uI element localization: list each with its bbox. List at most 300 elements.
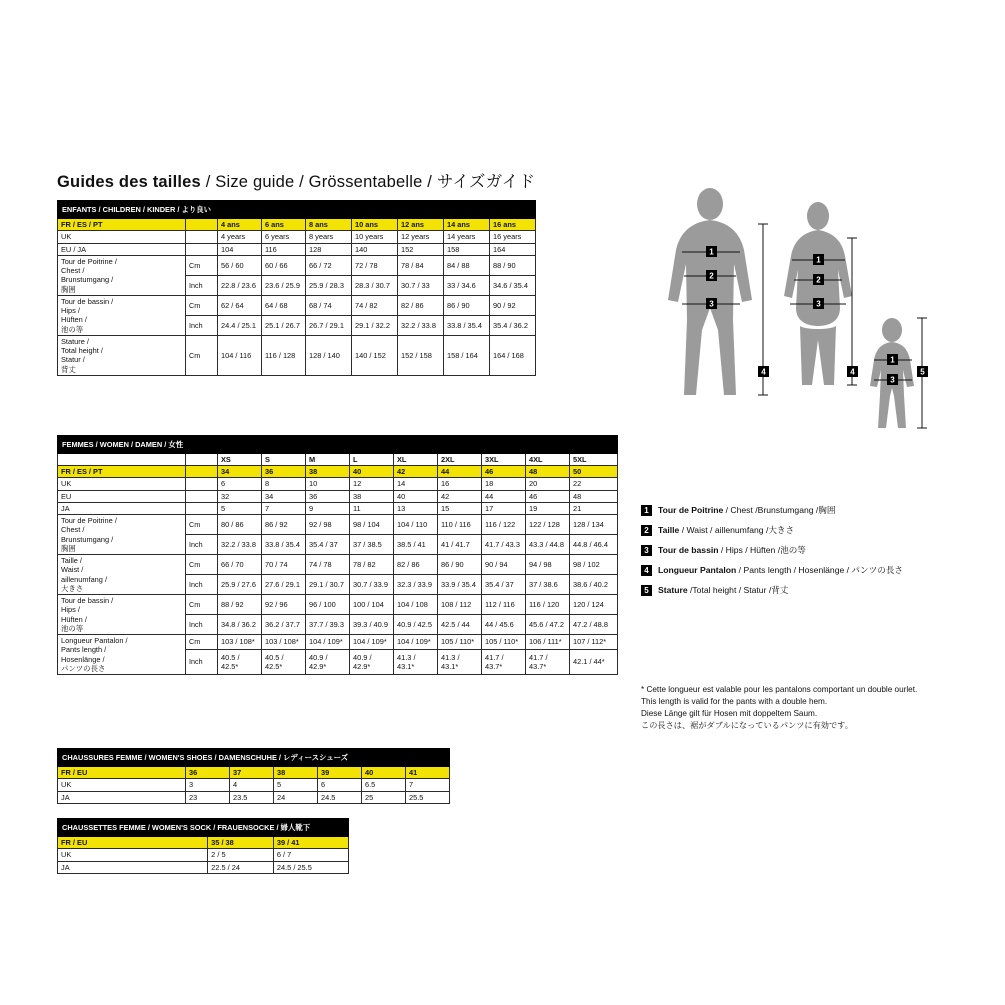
table-cell: 5 — [274, 779, 318, 791]
svg-text:1: 1 — [816, 255, 821, 265]
table-cell: 29.1 / 30.7 — [306, 575, 350, 595]
table-row — [58, 295, 536, 315]
table-cell: 50 — [570, 466, 618, 478]
row-label: UK — [58, 478, 186, 490]
table-cell: 60 / 66 — [262, 255, 306, 275]
row-label: Tour de bassin / Hips / Hüften / 池の等 — [58, 595, 186, 635]
row-unit: Inch — [186, 575, 218, 595]
row-unit: Inch — [186, 535, 218, 555]
table-cell: 4 years — [218, 231, 262, 243]
legend-label: Taille / Waist / aillenumfang /大きさ — [658, 525, 795, 536]
table-row — [58, 243, 536, 255]
male-figure — [668, 188, 752, 395]
table-cell: 37 / 38.5 — [350, 535, 394, 555]
table-cell: 23.6 / 25.9 — [262, 275, 306, 295]
table-cell: 19 — [526, 502, 570, 514]
row-label: Tour de Poitrine / Chest / Brunstumgang / 胸囲 — [58, 255, 186, 295]
row-unit: Cm — [186, 595, 218, 615]
table-cell: 120 / 124 — [570, 595, 618, 615]
table-cell: 42 — [438, 490, 482, 502]
table-cell: 7 — [262, 502, 306, 514]
row-label — [58, 454, 186, 466]
table-cell: 42 — [394, 466, 438, 478]
table-cell: 38 — [306, 466, 350, 478]
table-cell: 34 — [262, 490, 306, 502]
table-cell: 84 / 88 — [444, 255, 490, 275]
table-cell: 66 / 72 — [306, 255, 352, 275]
table-cell: 104 / 110 — [394, 515, 438, 535]
table-cell: 40 — [362, 767, 406, 779]
table-cell: 15 — [438, 502, 482, 514]
table-cell: 39 / 41 — [273, 837, 348, 849]
table-cell: 48 — [526, 466, 570, 478]
table-cell: 152 / 158 — [398, 335, 444, 375]
size-label: XL — [394, 454, 438, 466]
table-row — [58, 335, 536, 375]
legend-number-badge: 1 — [641, 505, 652, 516]
table-cell: 107 / 112* — [570, 635, 618, 650]
table-cell: 43.3 / 44.8 — [526, 535, 570, 555]
table-cell: 23.5 — [230, 791, 274, 803]
table-cell: 46 — [482, 466, 526, 478]
table-cell: 41.3 / 43.1* — [438, 649, 482, 674]
table-cell: 104 / 109* — [394, 635, 438, 650]
table-cell: 6 ans — [262, 219, 306, 231]
table-cell: 40.9 / 42.9* — [306, 649, 350, 674]
table-cell: 20 — [526, 478, 570, 490]
table-cell: 2 / 5 — [208, 849, 274, 861]
size-label: 2XL — [438, 454, 482, 466]
table-cell: 104 / 108 — [394, 595, 438, 615]
table-row — [58, 767, 450, 779]
table-header-row — [58, 201, 536, 219]
table-cell: 33.8 / 35.4 — [444, 315, 490, 335]
table-cell: 122 / 128 — [526, 515, 570, 535]
table-cell: 26.7 / 29.1 — [306, 315, 352, 335]
table-row — [58, 555, 618, 575]
table-cell: 41.7 / 43.7* — [482, 649, 526, 674]
table-cell: 36.2 / 37.7 — [262, 615, 306, 635]
table-cell: 98 / 102 — [570, 555, 618, 575]
table-cell: 24.4 / 25.1 — [218, 315, 262, 335]
table-cell: 24.5 / 25.5 — [273, 861, 348, 873]
table-header-label: FEMMES / WOMEN / DAMEN / 女性 — [58, 436, 618, 454]
row-unit — [186, 219, 218, 231]
table-cell: 78 / 82 — [350, 555, 394, 575]
size-label: L — [350, 454, 394, 466]
svg-text:1: 1 — [890, 355, 895, 365]
size-label: 5XL — [570, 454, 618, 466]
children-size-table — [57, 200, 536, 376]
row-label: Longueur Pantalon / Pants length / Hosenlänge / パンツの長さ — [58, 635, 186, 675]
row-unit — [186, 478, 218, 490]
table-header-label: ENFANTS / CHILDREN / KINDER / より良い — [58, 201, 536, 219]
table-cell: 88 / 90 — [490, 255, 536, 275]
table-cell: 11 — [350, 502, 394, 514]
row-label: JA — [58, 861, 208, 873]
table-cell: 104 / 109* — [306, 635, 350, 650]
table-cell: 45.6 / 47.2 — [526, 615, 570, 635]
svg-text:2: 2 — [816, 275, 821, 285]
table-cell: 4 — [230, 779, 274, 791]
table-cell: 24 — [274, 791, 318, 803]
table-cell: 108 / 112 — [438, 595, 482, 615]
svg-text:4: 4 — [850, 367, 855, 377]
table-cell: 32.3 / 33.9 — [394, 575, 438, 595]
table-cell: 41 — [406, 767, 450, 779]
table-row — [58, 837, 349, 849]
table-cell: 6 / 7 — [273, 849, 348, 861]
row-label: FR / EU — [58, 837, 208, 849]
body-measurement-figures — [640, 180, 970, 520]
row-unit: Cm — [186, 335, 218, 375]
table-cell: 30.7 / 33 — [398, 275, 444, 295]
table-cell: 17 — [482, 502, 526, 514]
table-cell: 82 / 86 — [398, 295, 444, 315]
table-cell: 40.5 / 42.5* — [218, 649, 262, 674]
table-cell: 41.7 / 43.3 — [482, 535, 526, 555]
svg-text:3: 3 — [816, 299, 821, 309]
legend-item — [641, 525, 903, 536]
table-cell: 33.9 / 35.4 — [438, 575, 482, 595]
table-cell: 10 years — [352, 231, 398, 243]
table-cell: 82 / 86 — [394, 555, 438, 575]
table-cell: 39 — [318, 767, 362, 779]
legend-label: Tour de Poitrine / Chest /Brunstumgang /胸囲 — [658, 505, 836, 516]
women-shoes-table — [57, 748, 450, 804]
table-cell: 88 / 92 — [218, 595, 262, 615]
table-cell: 116 — [262, 243, 306, 255]
table-cell: 68 / 74 — [306, 295, 352, 315]
table-cell: 96 / 100 — [306, 595, 350, 615]
table-header-row — [58, 436, 618, 454]
table-cell: 7 — [406, 779, 450, 791]
table-cell: 16 — [438, 478, 482, 490]
table-cell: 8 years — [306, 231, 352, 243]
table-cell: 22.5 / 24 — [208, 861, 274, 873]
table-cell: 25.1 / 26.7 — [262, 315, 306, 335]
table-cell: 40 — [394, 490, 438, 502]
table-cell: 23 — [186, 791, 230, 803]
table-cell: 86 / 90 — [438, 555, 482, 575]
table-cell: 105 / 110* — [438, 635, 482, 650]
table-header-row — [58, 749, 450, 767]
size-label: S — [262, 454, 306, 466]
table-cell: 42.1 / 44* — [570, 649, 618, 674]
table-cell: 74 / 82 — [352, 295, 398, 315]
legend-number-badge: 3 — [641, 545, 652, 556]
table-cell: 9 — [306, 502, 350, 514]
row-unit — [186, 490, 218, 502]
table-row — [58, 515, 618, 535]
table-cell: 38.6 / 40.2 — [570, 575, 618, 595]
page-title-rest: / Size guide / Grössentabelle / サイズガイド — [200, 173, 536, 191]
table-cell: 40.9 / 42.9* — [350, 649, 394, 674]
table-cell: 40 — [350, 466, 394, 478]
table-cell: 41.7 / 43.7* — [526, 649, 570, 674]
row-unit — [186, 454, 218, 466]
table-cell: 104 / 109* — [350, 635, 394, 650]
table-cell: 112 / 116 — [482, 595, 526, 615]
table-cell: 22 — [570, 478, 618, 490]
row-unit: Cm — [186, 635, 218, 650]
table-cell: 41 / 41.7 — [438, 535, 482, 555]
legend-number-badge: 4 — [641, 565, 652, 576]
table-cell: 44.8 / 46.4 — [570, 535, 618, 555]
table-cell: 6 — [318, 779, 362, 791]
table-cell: 39.3 / 40.9 — [350, 615, 394, 635]
table-cell: 38.5 / 41 — [394, 535, 438, 555]
table-cell: 103 / 108* — [218, 635, 262, 650]
table-row — [58, 255, 536, 275]
table-cell: 92 / 96 — [262, 595, 306, 615]
table-cell: 16 years — [490, 231, 536, 243]
measurement-legend — [641, 505, 903, 605]
table-cell: 35 / 38 — [208, 837, 274, 849]
row-unit: Inch — [186, 649, 218, 674]
table-cell: 8 ans — [306, 219, 352, 231]
table-header-row — [58, 819, 349, 837]
table-cell: 34 — [218, 466, 262, 478]
row-unit: Cm — [186, 295, 218, 315]
table-row — [58, 861, 349, 873]
table-cell: 6 years — [262, 231, 306, 243]
table-row — [58, 490, 618, 502]
svg-text:3: 3 — [890, 375, 895, 385]
row-label: Taille / Waist / aillenumfang / 大きさ — [58, 555, 186, 595]
table-cell: 44 — [438, 466, 482, 478]
table-row — [58, 849, 349, 861]
size-header-row — [58, 454, 618, 466]
table-cell: 32 — [218, 490, 262, 502]
row-unit — [186, 231, 218, 243]
women-size-table — [57, 435, 618, 675]
row-unit — [186, 243, 218, 255]
table-cell: 158 — [444, 243, 490, 255]
table-cell: 21 — [570, 502, 618, 514]
table-cell: 104 / 116 — [218, 335, 262, 375]
legend-item — [641, 505, 903, 516]
row-unit: Cm — [186, 555, 218, 575]
table-cell: 25 — [362, 791, 406, 803]
table-cell: 5 — [218, 502, 262, 514]
table-cell: 3 — [186, 779, 230, 791]
table-cell: 42.5 / 44 — [438, 615, 482, 635]
table-cell: 18 — [482, 478, 526, 490]
table-cell: 25.9 / 28.3 — [306, 275, 352, 295]
svg-text:3: 3 — [709, 299, 714, 309]
row-label: UK — [58, 779, 186, 791]
table-row — [58, 779, 450, 791]
table-cell: 10 ans — [352, 219, 398, 231]
table-cell: 25.5 — [406, 791, 450, 803]
table-cell: 4 ans — [218, 219, 262, 231]
table-cell: 36 — [186, 767, 230, 779]
legend-label: Tour de bassin / Hips / Hüften /池の等 — [658, 545, 806, 556]
svg-text:4: 4 — [761, 367, 766, 377]
row-label: JA — [58, 502, 186, 514]
legend-number-badge: 2 — [641, 525, 652, 536]
row-label: JA — [58, 791, 186, 803]
table-cell: 6.5 — [362, 779, 406, 791]
row-label: Tour de bassin / Hips / Hüften / 池の等 — [58, 295, 186, 335]
size-label: XS — [218, 454, 262, 466]
table-cell: 28.3 / 30.7 — [352, 275, 398, 295]
table-cell: 35.4 / 36.2 — [490, 315, 536, 335]
table-cell: 66 / 70 — [218, 555, 262, 575]
table-cell: 47.2 / 48.8 — [570, 615, 618, 635]
table-cell: 78 / 84 — [398, 255, 444, 275]
row-label: Tour de Poitrine / Chest / Brunstumgang / 胸囲 — [58, 515, 186, 555]
table-cell: 37.7 / 39.3 — [306, 615, 350, 635]
row-label: Stature / Total height / Statur / 背丈 — [58, 335, 186, 375]
row-label: FR / ES / PT — [58, 466, 186, 478]
table-cell: 32.2 / 33.8 — [398, 315, 444, 335]
row-label: EU — [58, 490, 186, 502]
table-cell: 36 — [306, 490, 350, 502]
table-cell: 12 — [350, 478, 394, 490]
table-cell: 36 — [262, 466, 306, 478]
table-cell: 116 / 122 — [482, 515, 526, 535]
table-cell: 158 / 164 — [444, 335, 490, 375]
table-cell: 35.4 / 37 — [482, 575, 526, 595]
table-cell: 103 / 108* — [262, 635, 306, 650]
table-row — [58, 466, 618, 478]
table-cell: 37 — [230, 767, 274, 779]
legend-item — [641, 585, 903, 596]
legend-item — [641, 545, 903, 556]
table-cell: 110 / 116 — [438, 515, 482, 535]
table-cell: 35.4 / 37 — [306, 535, 350, 555]
table-cell: 14 — [394, 478, 438, 490]
table-row — [58, 231, 536, 243]
table-cell: 140 / 152 — [352, 335, 398, 375]
row-unit: Inch — [186, 615, 218, 635]
svg-text:2: 2 — [709, 271, 714, 281]
women-socks-table — [57, 818, 349, 874]
table-cell: 116 / 128 — [262, 335, 306, 375]
table-cell: 98 / 104 — [350, 515, 394, 535]
table-cell: 30.7 / 33.9 — [350, 575, 394, 595]
row-unit: Cm — [186, 255, 218, 275]
table-cell: 38 — [350, 490, 394, 502]
table-header-label: CHAUSSURES FEMME / WOMEN'S SHOES / DAMENSCHUHE / レディースシューズ — [58, 749, 450, 767]
table-cell: 116 / 120 — [526, 595, 570, 615]
row-unit: Inch — [186, 275, 218, 295]
table-cell: 72 / 78 — [352, 255, 398, 275]
size-label: 3XL — [482, 454, 526, 466]
page-title-bold: Guides des tailles — [57, 173, 201, 191]
table-row — [58, 635, 618, 650]
table-cell: 44 / 45.6 — [482, 615, 526, 635]
row-label: UK — [58, 231, 186, 243]
table-cell: 86 / 90 — [444, 295, 490, 315]
table-cell: 24.5 — [318, 791, 362, 803]
size-label: M — [306, 454, 350, 466]
table-cell: 12 years — [398, 231, 444, 243]
table-cell: 62 / 64 — [218, 295, 262, 315]
table-cell: 80 / 86 — [218, 515, 262, 535]
table-cell: 94 / 98 — [526, 555, 570, 575]
table-row — [58, 502, 618, 514]
table-cell: 56 / 60 — [218, 255, 262, 275]
table-cell: 37 / 38.6 — [526, 575, 570, 595]
legend-item — [641, 565, 903, 576]
table-cell: 104 — [218, 243, 262, 255]
table-cell: 25.9 / 27.6 — [218, 575, 262, 595]
table-cell: 8 — [262, 478, 306, 490]
table-cell: 90 / 94 — [482, 555, 526, 575]
table-cell: 12 ans — [398, 219, 444, 231]
table-cell: 38 — [274, 767, 318, 779]
table-cell: 40.9 / 42.5 — [394, 615, 438, 635]
table-header-label: CHAUSSETTES FEMME / WOMEN'S SOCK / FRAUENSOCKE / 婦人靴下 — [58, 819, 349, 837]
row-label: UK — [58, 849, 208, 861]
table-cell: 10 — [306, 478, 350, 490]
table-cell: 70 / 74 — [262, 555, 306, 575]
table-cell: 164 / 168 — [490, 335, 536, 375]
svg-text:1: 1 — [709, 247, 714, 257]
footnote: * Cette longueur est valable pour les pantalons comportant un double ourlet. This length is valid for the pants with a double hem. Diese Länge gilt für Hosen mit doppeltem Saum. この長さは、裾がダブルになっているパンツに有効です。 — [641, 685, 918, 730]
table-cell: 86 / 92 — [262, 515, 306, 535]
table-cell: 14 ans — [444, 219, 490, 231]
legend-number-badge: 5 — [641, 585, 652, 596]
legend-label: Longueur Pantalon / Pants length / Hosenlänge / パンツの長さ — [658, 565, 903, 576]
table-cell: 14 years — [444, 231, 490, 243]
table-cell: 34.8 / 36.2 — [218, 615, 262, 635]
table-row — [58, 478, 618, 490]
table-cell: 128 / 134 — [570, 515, 618, 535]
table-cell: 48 — [570, 490, 618, 502]
table-cell: 6 — [218, 478, 262, 490]
table-cell: 16 ans — [490, 219, 536, 231]
size-label: 4XL — [526, 454, 570, 466]
row-unit: Inch — [186, 315, 218, 335]
table-row — [58, 791, 450, 803]
table-cell: 90 / 92 — [490, 295, 536, 315]
row-label: FR / ES / PT — [58, 219, 186, 231]
table-row — [58, 219, 536, 231]
table-cell: 100 / 104 — [350, 595, 394, 615]
female-figure — [784, 202, 852, 385]
table-cell: 105 / 110* — [482, 635, 526, 650]
table-cell: 74 / 78 — [306, 555, 350, 575]
table-cell: 41.3 / 43.1* — [394, 649, 438, 674]
table-cell: 92 / 98 — [306, 515, 350, 535]
table-cell: 29.1 / 32.2 — [352, 315, 398, 335]
table-cell: 32.2 / 33.8 — [218, 535, 262, 555]
table-cell: 44 — [482, 490, 526, 502]
table-cell: 46 — [526, 490, 570, 502]
table-cell: 33 / 34.6 — [444, 275, 490, 295]
table-cell: 128 / 140 — [306, 335, 352, 375]
row-unit: Cm — [186, 515, 218, 535]
row-label: FR / EU — [58, 767, 186, 779]
table-cell: 106 / 111* — [526, 635, 570, 650]
table-cell: 140 — [352, 243, 398, 255]
table-cell: 40.5 / 42.5* — [262, 649, 306, 674]
row-label: EU / JA — [58, 243, 186, 255]
page-title — [57, 168, 535, 192]
row-unit — [186, 502, 218, 514]
legend-label: Stature /Total height / Statur /背丈 — [658, 585, 789, 596]
table-row — [58, 595, 618, 615]
svg-text:5: 5 — [920, 367, 925, 377]
table-cell: 34.6 / 35.4 — [490, 275, 536, 295]
table-cell: 27.6 / 29.1 — [262, 575, 306, 595]
table-cell: 64 / 68 — [262, 295, 306, 315]
child-figure — [870, 318, 914, 428]
